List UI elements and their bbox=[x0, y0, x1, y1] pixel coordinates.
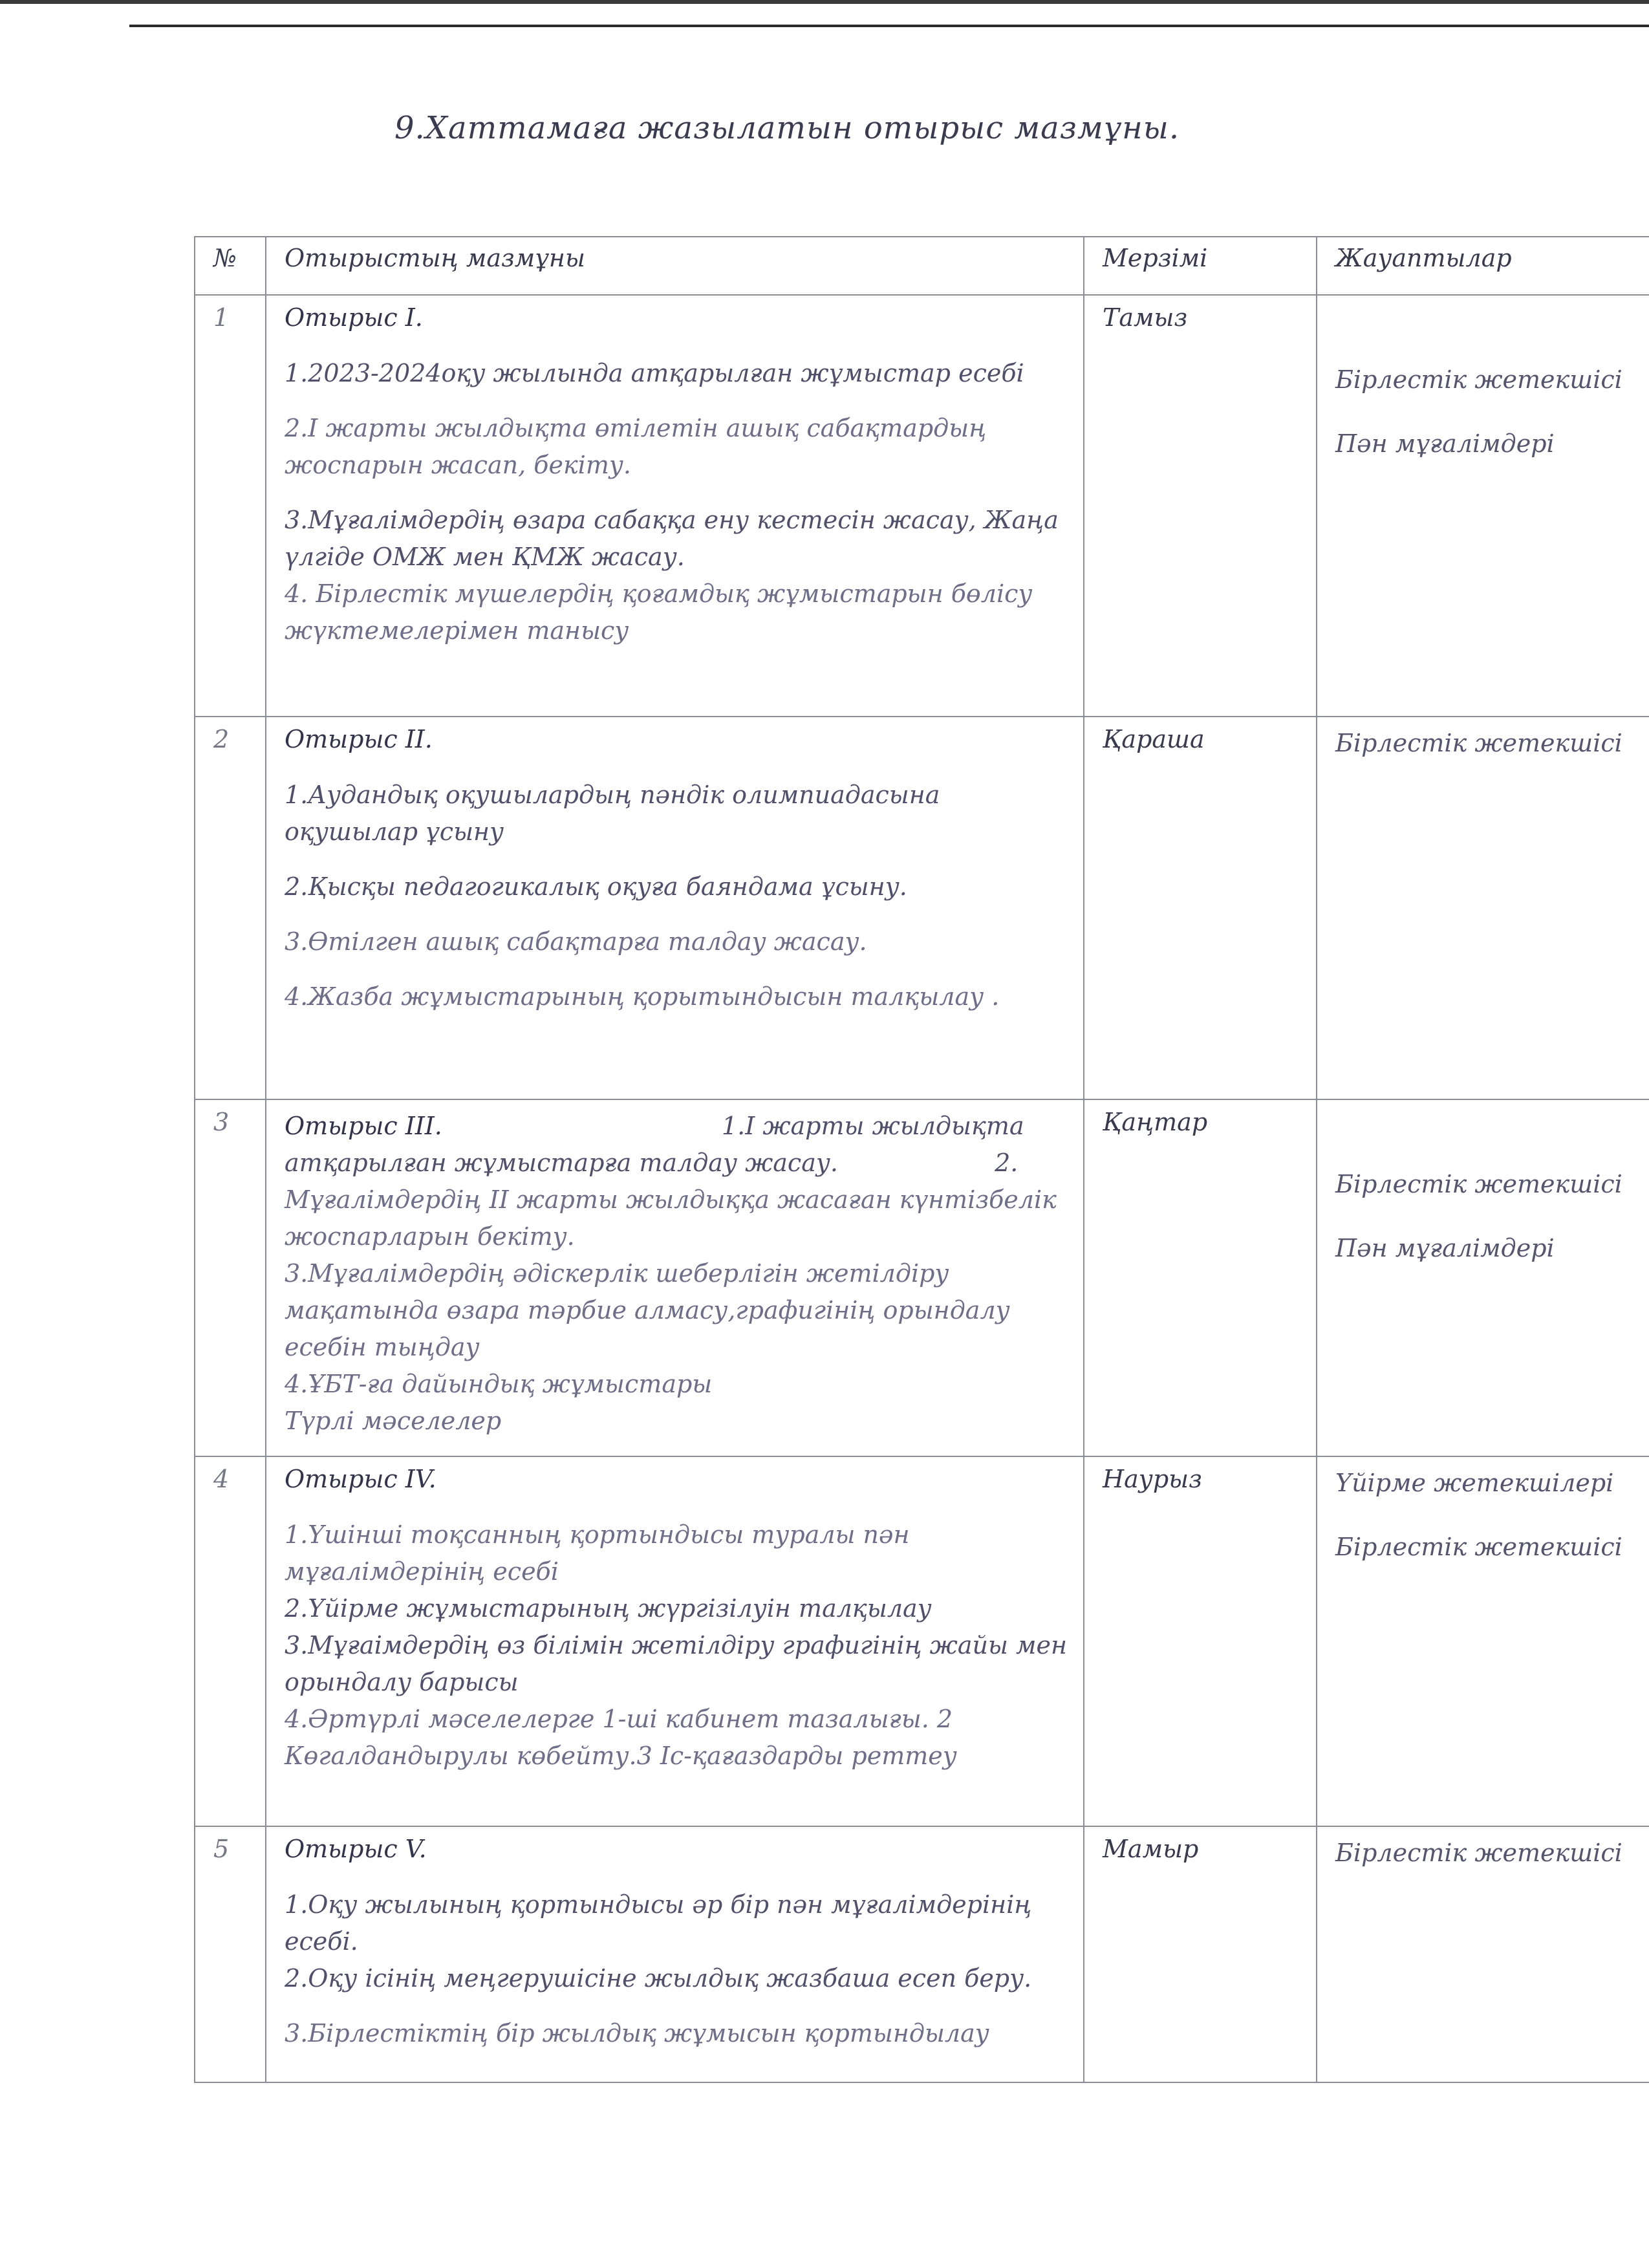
agenda-item: 3.Мұғалімдердің өзара сабаққа ену кестесін жасау, Жаңа үлгіде ОМЖ мен ҚМЖ жасау. bbox=[285, 506, 1059, 571]
session-title: Отырыс I. bbox=[285, 303, 423, 332]
agenda-item: 1.Оқу жылының қортындысы әр бір пән мұғалімдерінің есебі. bbox=[285, 1890, 1032, 1956]
row-term: Қараша bbox=[1084, 717, 1317, 1099]
responsible-person: Бірлестік жетекшісі bbox=[1335, 1839, 1622, 1867]
table-row bbox=[195, 1456, 1649, 1826]
agenda-item: 1.2023-2024оқу жылында атқарылған жұмыстар есебі bbox=[285, 359, 1024, 387]
agenda-item: 4.Әртүрлі мәселелерге 1-ші кабинет тазалығы. 2 Көгалдандырулы көбейту.3 Іс-қағаздарды реттеу bbox=[285, 1705, 957, 1770]
agenda-item: 4.ҰБТ-ға дайындық жұмыстары bbox=[285, 1370, 713, 1398]
agenda-item: 4. Бірлестік мүшелердің қоғамдық жұмыстарын бөлісу жүктемелерімен танысу bbox=[285, 579, 1033, 645]
responsible-person: Пән мұғалімдері bbox=[1335, 429, 1555, 458]
row-number: 1 bbox=[195, 295, 266, 717]
agenda-item: 2.I жарты жылдықта өтілетін ашық сабақтардың жоспарын жасап, бекіту. bbox=[285, 414, 987, 479]
agenda-item: 3.Мұғаімдердің өз білімін жетілдіру графигінің жайы мен орындалу барысы bbox=[285, 1631, 1068, 1696]
row-responsible bbox=[1317, 1456, 1649, 1826]
row-number: 2 bbox=[195, 717, 266, 1099]
header-term: Мерзімі bbox=[1084, 237, 1317, 295]
agenda-item: 2.Үйірме жұмыстарының жүргізілуін талқылау bbox=[285, 1594, 932, 1623]
table-header-row bbox=[195, 237, 1649, 295]
agenda-item: Мұғалімдердің II жарты жылдыққа жасаған күнтізбелік жоспарларын бекіту. bbox=[285, 1185, 1057, 1251]
row-content bbox=[266, 1099, 1084, 1456]
responsible-person: Бірлестік жетекшісі bbox=[1335, 365, 1622, 394]
responsible-person: Бірлестік жетекшісі bbox=[1335, 729, 1622, 757]
session-title: Отырыс V. bbox=[285, 1835, 427, 1863]
row-content bbox=[266, 1826, 1084, 2082]
meetings-table bbox=[194, 236, 1649, 2083]
scan-top-edge bbox=[0, 0, 1649, 4]
session-title: Отырыс III. bbox=[285, 1112, 442, 1140]
responsible-person: Бірлестік жетекшісі bbox=[1335, 1533, 1622, 1561]
session-title: Отырыс IV. bbox=[285, 1465, 436, 1493]
agenda-item: 3.Мұғалімдердің әдіскерлік шеберлігін жетілдіру мақатында өзара тәрбие алмасу,графигінің орындалу есебін тыңдау bbox=[285, 1259, 1010, 1361]
responsible-person: Бірлестік жетекшісі bbox=[1335, 1170, 1622, 1198]
row-number: 5 bbox=[195, 1826, 266, 2082]
table-row bbox=[195, 1826, 1649, 2082]
header-responsible: Жауаптылар bbox=[1317, 237, 1649, 295]
agenda-item-inline-number: 2. bbox=[995, 1149, 1018, 1177]
header-content: Отырыстың мазмұны bbox=[266, 237, 1084, 295]
agenda-item: Түрлі мәселелер bbox=[285, 1407, 502, 1435]
page-title: 9.Хаттамаға жазылатын отырыс мазмұны. bbox=[394, 110, 1180, 146]
scan-top-rule bbox=[129, 25, 1649, 27]
row-content bbox=[266, 295, 1084, 717]
table-row bbox=[195, 1099, 1649, 1456]
row-number: 3 bbox=[195, 1099, 266, 1456]
agenda-item: 2.Оқу ісінің меңгерушісіне жылдық жазбаша есеп беру. bbox=[285, 1964, 1032, 1993]
row-term: Наурыз bbox=[1084, 1456, 1317, 1826]
row-responsible bbox=[1317, 717, 1649, 1099]
table-row bbox=[195, 295, 1649, 717]
agenda-item: 3.Өтілген ашық сабақтарға талдау жасау. bbox=[285, 927, 867, 956]
table-row bbox=[195, 717, 1649, 1099]
header-number: № bbox=[195, 237, 266, 295]
agenda-item: 1.Үшінші тоқсанның қортындысы туралы пән мұғалімдерінің есебі bbox=[285, 1520, 910, 1586]
row-term: Қаңтар bbox=[1084, 1099, 1317, 1456]
session-title: Отырыс II. bbox=[285, 725, 433, 753]
row-responsible bbox=[1317, 295, 1649, 717]
row-term: Мамыр bbox=[1084, 1826, 1317, 2082]
agenda-item-inline: 1.I жарты жылдықта атқарылған жұмыстарға талдау жасау. bbox=[285, 1112, 1024, 1177]
row-responsible bbox=[1317, 1099, 1649, 1456]
agenda-item: 2.Қысқы педагогикалық оқуға баяндама ұсыну. bbox=[285, 872, 907, 901]
row-content bbox=[266, 717, 1084, 1099]
row-term: Тамыз bbox=[1084, 295, 1317, 717]
responsible-person: Пән мұғалімдері bbox=[1335, 1234, 1555, 1262]
row-responsible bbox=[1317, 1826, 1649, 2082]
agenda-item: 3.Бірлестіктің бір жылдық жұмысын қортындылау bbox=[285, 2019, 989, 2047]
row-content bbox=[266, 1456, 1084, 1826]
agenda-item: 1.Аудандық оқушылардың пәндік олимпиадасына оқушылар ұсыну bbox=[285, 781, 940, 846]
row-number: 4 bbox=[195, 1456, 266, 1826]
agenda-item: 4.Жазба жұмыстарының қорытындысын талқылау . bbox=[285, 982, 1000, 1011]
responsible-person: Үйірме жетекшілері bbox=[1335, 1469, 1614, 1497]
